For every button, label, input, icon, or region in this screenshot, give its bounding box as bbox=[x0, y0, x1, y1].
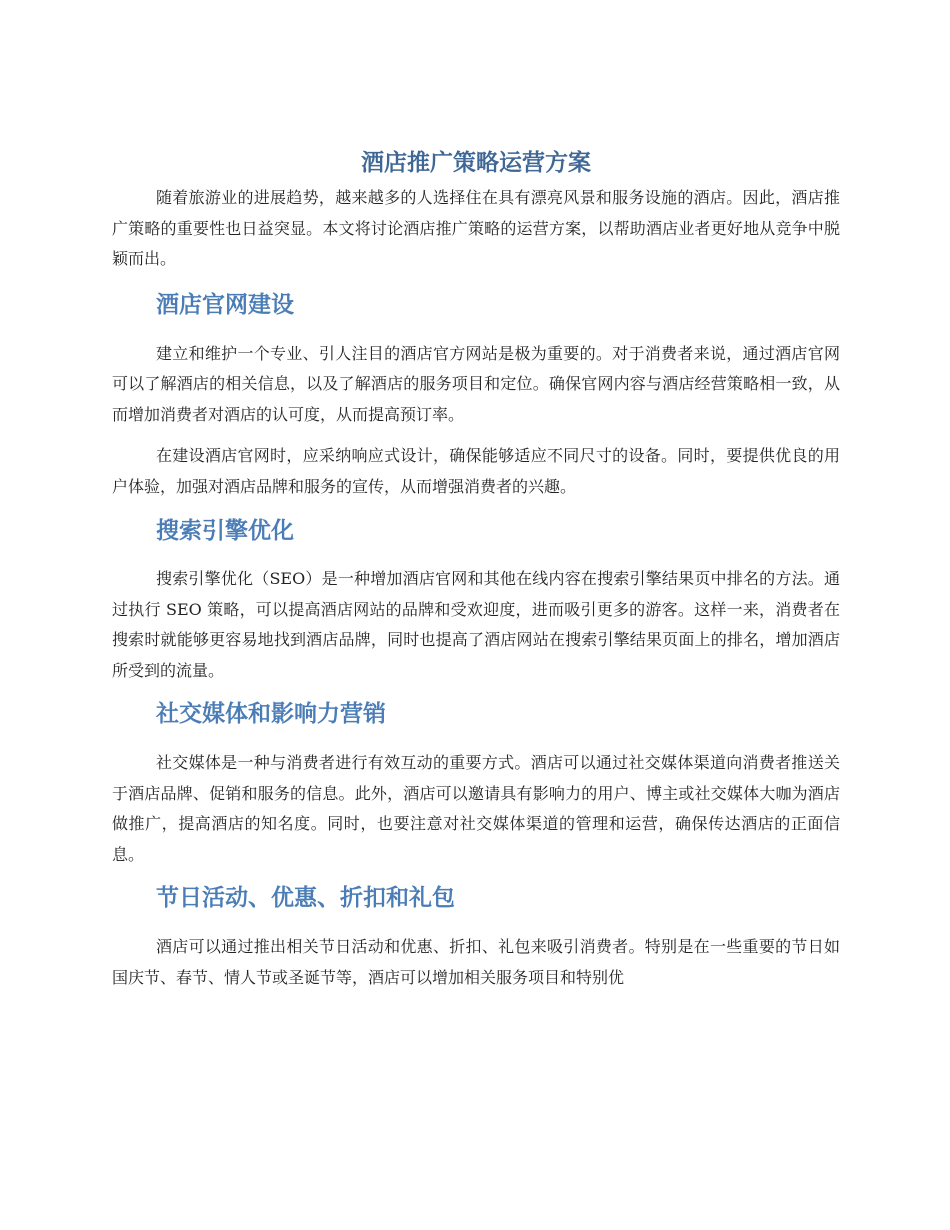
document-body bbox=[112, 143, 840, 993]
section-heading-seo: 搜索引擎优化 bbox=[156, 518, 294, 544]
section-paragraph: 社交媒体是一种与消费者进行有效互动的重要方式。酒店可以通过社交媒体渠道向消费者推送关于酒店品牌、促销和服务的信息。此外，酒店可以邀请具有影响力的用户、博主或社交媒体大咖为酒店做推广，提高酒店的知名度。同时，也要注意对社交媒体渠道的管理和运营，确保传达酒店的正面信息。 bbox=[112, 753, 840, 864]
section-paragraph: 酒店可以通过推出相关节日活动和优惠、折扣、礼包来吸引消费者。特别是在一些重要的节日如国庆节、春节、情人节或圣诞节等，酒店可以增加相关服务项目和特别优 bbox=[112, 937, 840, 987]
section-paragraph: 搜索引擎优化（SEO）是一种增加酒店官网和其他在线内容在搜索引擎结果页中排名的方法。通过执行 SEO 策略，可以提高酒店网站的品牌和受欢迎度，进而吸引更多的游客。这样一来，消费者在搜索时就能够更容易地找到酒店品牌，同时也提高了酒店网站在搜索引擎结果页面上的排名，增加酒店所受到的流量。 bbox=[112, 569, 840, 680]
document-title: 酒店推广策略运营方案 bbox=[361, 150, 591, 176]
section-heading-holiday-promotions: 节日活动、优惠、折扣和礼包 bbox=[156, 885, 455, 911]
intro-paragraph: 随着旅游业的进展趋势，越来越多的人选择住在具有漂亮风景和服务设施的酒店。因此，酒店推广策略的重要性也日益突显。本文将讨论酒店推广策略的运营方案，以帮助酒店业者更好地从竞争中脱颖而出。 bbox=[112, 188, 840, 268]
section-paragraph: 建立和维护一个专业、引人注目的酒店官方网站是极为重要的。对于消费者来说，通过酒店官网可以了解酒店的相关信息，以及了解酒店的服务项目和定位。确保官网内容与酒店经营策略相一致，从而增加消费者对酒店的认可度，从而提高预订率。 bbox=[112, 343, 840, 424]
section-paragraph: 在建设酒店官网时，应采纳响应式设计，确保能够适应不同尺寸的设备。同时，要提供优良的用户体验，加强对酒店品牌和服务的宣传，从而增强消费者的兴趣。 bbox=[112, 446, 840, 496]
section-heading-website: 酒店官网建设 bbox=[156, 291, 294, 318]
section-heading-social-media: 社交媒体和影响力营销 bbox=[156, 701, 386, 727]
